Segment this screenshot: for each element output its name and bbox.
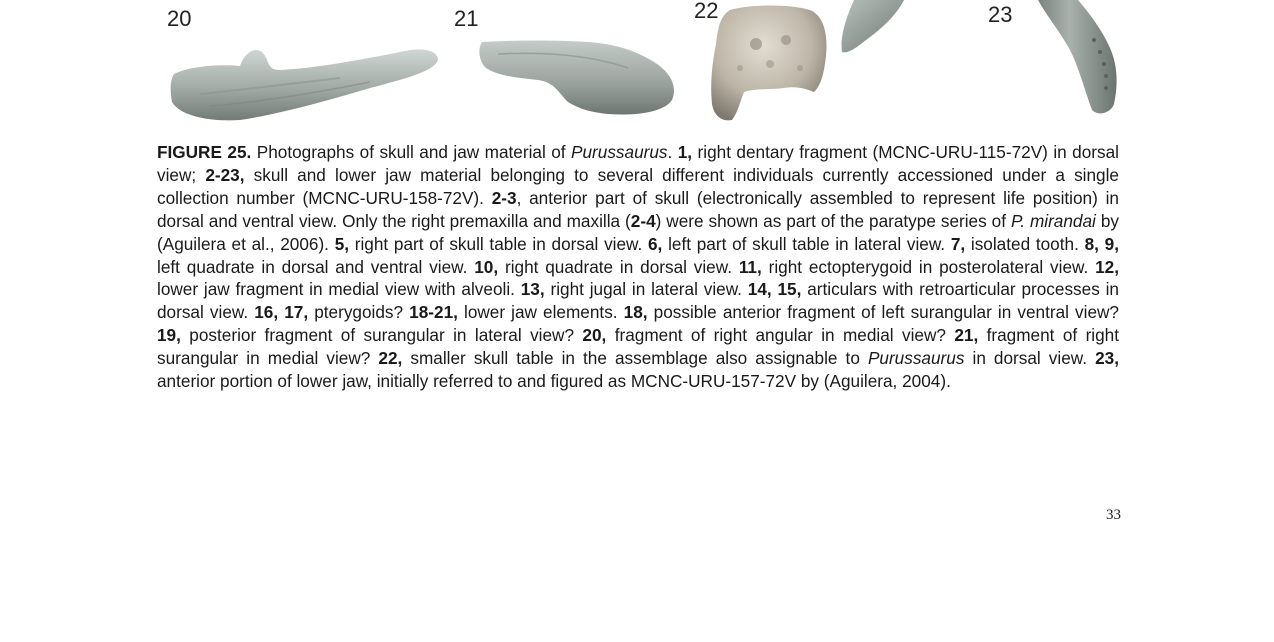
caption-bold-run: 18, — [623, 302, 648, 323]
caption-bold-run: FIGURE 25. — [157, 142, 252, 162]
caption-bold-run: 6, — [648, 233, 663, 254]
caption-bold-run: 2-4 — [630, 210, 656, 231]
figure-caption — [157, 141, 1119, 393]
caption-text-run: articulars with retroarticular processes in dorsal view. — [157, 279, 1119, 323]
panel-label-23: 23 — [988, 2, 1013, 27]
caption-bold-run: 2-23, — [205, 164, 245, 185]
caption-bold-run: 14, 15, — [747, 279, 802, 300]
caption-bold-run: 22, — [378, 348, 403, 369]
fossil-skull-table-photo — [710, 4, 830, 124]
caption-text-run: skull and lower jaw material belonging to several different individuals currently accessioned under a single collection number (MCNC-URU-158-72V). — [157, 164, 1119, 208]
caption-bold-run: 20, — [582, 325, 607, 346]
figure-photo-strip — [0, 0, 1274, 130]
caption-text-run: right jugal in lateral view. — [544, 279, 748, 300]
caption-text-run: in dorsal view. — [964, 348, 1096, 369]
caption-italic-run: Purussaurus — [571, 142, 668, 162]
caption-bold-run: 8, 9, — [1084, 233, 1119, 254]
caption-bold-run: 16, 17, — [254, 302, 309, 323]
caption-bold-run: 18-21, — [409, 302, 458, 323]
caption-text-run: left quadrate in dorsal and ventral view. — [157, 256, 475, 277]
caption-text-run: left part of skull table in lateral view. — [662, 233, 951, 254]
caption-text-run: right part of skull table in dorsal view. — [349, 233, 648, 254]
fossil-lower-jaw-photo — [1034, 0, 1120, 116]
caption-text-run: pterygoids? — [308, 302, 410, 323]
caption-text-run: right ectopterygoid in posterolateral view. — [761, 256, 1096, 277]
caption-text-run: fragment of right angular in medial view? — [606, 325, 955, 346]
caption-text-run: anterior portion of lower jaw, initially referred to and figured as MCNC-URU-157-72V by (Aguilera, 2004). — [157, 371, 951, 392]
caption-text-run: lower jaw elements. — [457, 302, 624, 323]
caption-bold-run: 11, — [738, 256, 762, 277]
caption-text-run: . — [667, 142, 678, 162]
fossil-surangular-photo — [478, 38, 678, 118]
panel-label-20: 20 — [167, 6, 192, 31]
caption-text-run: fragment of right surangular in medial view? — [157, 325, 1120, 369]
caption-italic-run: Purussaurus — [867, 348, 965, 369]
fossil-jaw-fragment-photo — [840, 0, 906, 56]
caption-text-run: posterior fragment of surangular in lateral view? — [180, 325, 583, 346]
caption-bold-run: 21, — [954, 325, 979, 346]
caption-bold-run: 12, — [1095, 256, 1119, 277]
caption-bold-run: 10, — [474, 256, 499, 277]
caption-text-run: smaller skull table in the assemblage also assignable to — [402, 348, 868, 369]
caption-text-run: by (Aguilera et al., 2006). — [157, 210, 1119, 254]
caption-bold-run: 2-3 — [491, 187, 517, 208]
caption-text-run: ) were shown as part of the paratype series of — [655, 210, 1011, 231]
caption-bold-run: 13, — [520, 279, 545, 300]
fossil-angular-photo — [170, 44, 442, 124]
panel-label-22: 22 — [694, 0, 719, 23]
caption-bold-run: 5, — [334, 233, 350, 254]
caption-text-run: lower jaw fragment in medial view with alveoli. — [157, 279, 521, 300]
caption-text-run: right dentary fragment (MCNC-URU-115-72V) in dorsal view; — [157, 142, 1119, 185]
panel-label-21: 21 — [454, 6, 479, 31]
caption-text-run: right quadrate in dorsal view. — [498, 256, 739, 277]
caption-bold-run: 23, — [1095, 348, 1119, 369]
caption-bold-run: 1, — [677, 142, 693, 162]
caption-italic-run: P. mirandai — [1010, 210, 1096, 231]
caption-text-run: Photographs of skull and jaw material of — [251, 142, 572, 162]
caption-bold-run: 7, — [950, 233, 966, 254]
caption-bold-run: 19, — [157, 325, 181, 346]
caption-text-run: isolated tooth. — [965, 233, 1085, 254]
caption-text-run: possible anterior fragment of left surangular in ventral view? — [647, 302, 1119, 323]
caption-text-run: , anterior part of skull (electronically assembled to represent life position) in dorsal and ventral view. Only the right premaxilla and maxilla ( — [157, 187, 1119, 231]
page-number: 33 — [1106, 507, 1121, 523]
